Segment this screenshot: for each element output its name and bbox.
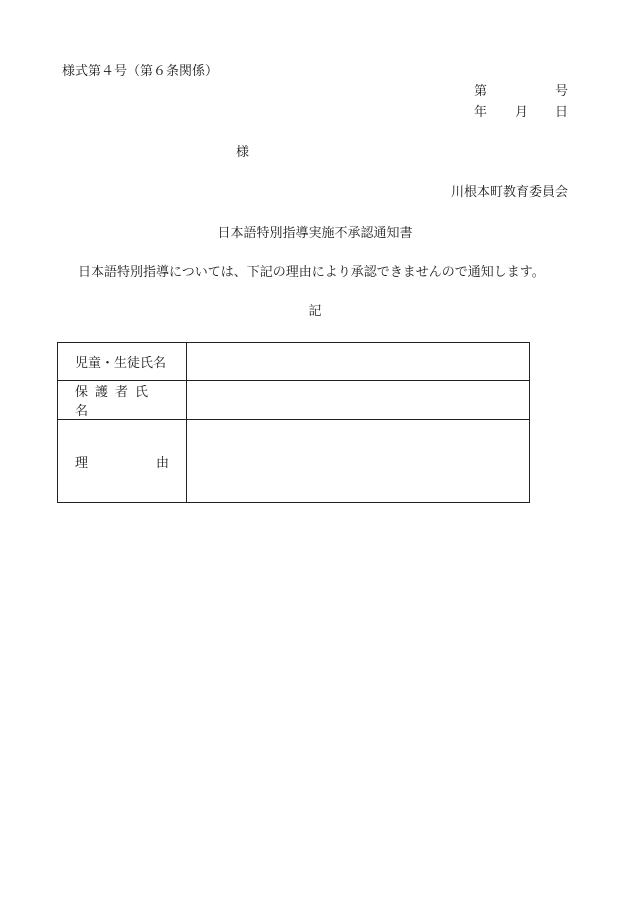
reason-label-cell [58,420,187,503]
form-number: 様式第４号（第６条関係） [62,64,219,79]
date-month-label: 月 [515,105,529,120]
guardian-name-field[interactable] [187,381,530,420]
notice-body-text: 日本語特別指導については、下記の理由により承認できませんので通知します。 [78,265,545,280]
date-year-label: 年 [474,105,488,120]
reason-label-end: 由 [155,455,169,471]
student-name-label: 児童・生徒氏名 [58,343,187,381]
table-row-student-name [58,343,530,381]
document-number-prefix: 第 [474,84,488,99]
addressee-honorific: 様 [236,145,250,160]
guardian-name-label: 保護者氏名 [58,381,187,420]
document-number-suffix: 号 [555,84,569,99]
reason-label-start: 理 [75,455,89,471]
details-table [57,342,530,503]
table-row-guardian-name [58,381,530,420]
student-name-field[interactable] [187,343,530,381]
document-title: 日本語特別指導実施不承認通知書 [217,226,413,241]
issuer-name: 川根本町教育委員会 [450,185,568,200]
table-row-reason [58,420,530,503]
date-day-label: 日 [555,105,569,120]
reason-field[interactable] [187,420,530,503]
note-heading: 記 [308,304,322,319]
